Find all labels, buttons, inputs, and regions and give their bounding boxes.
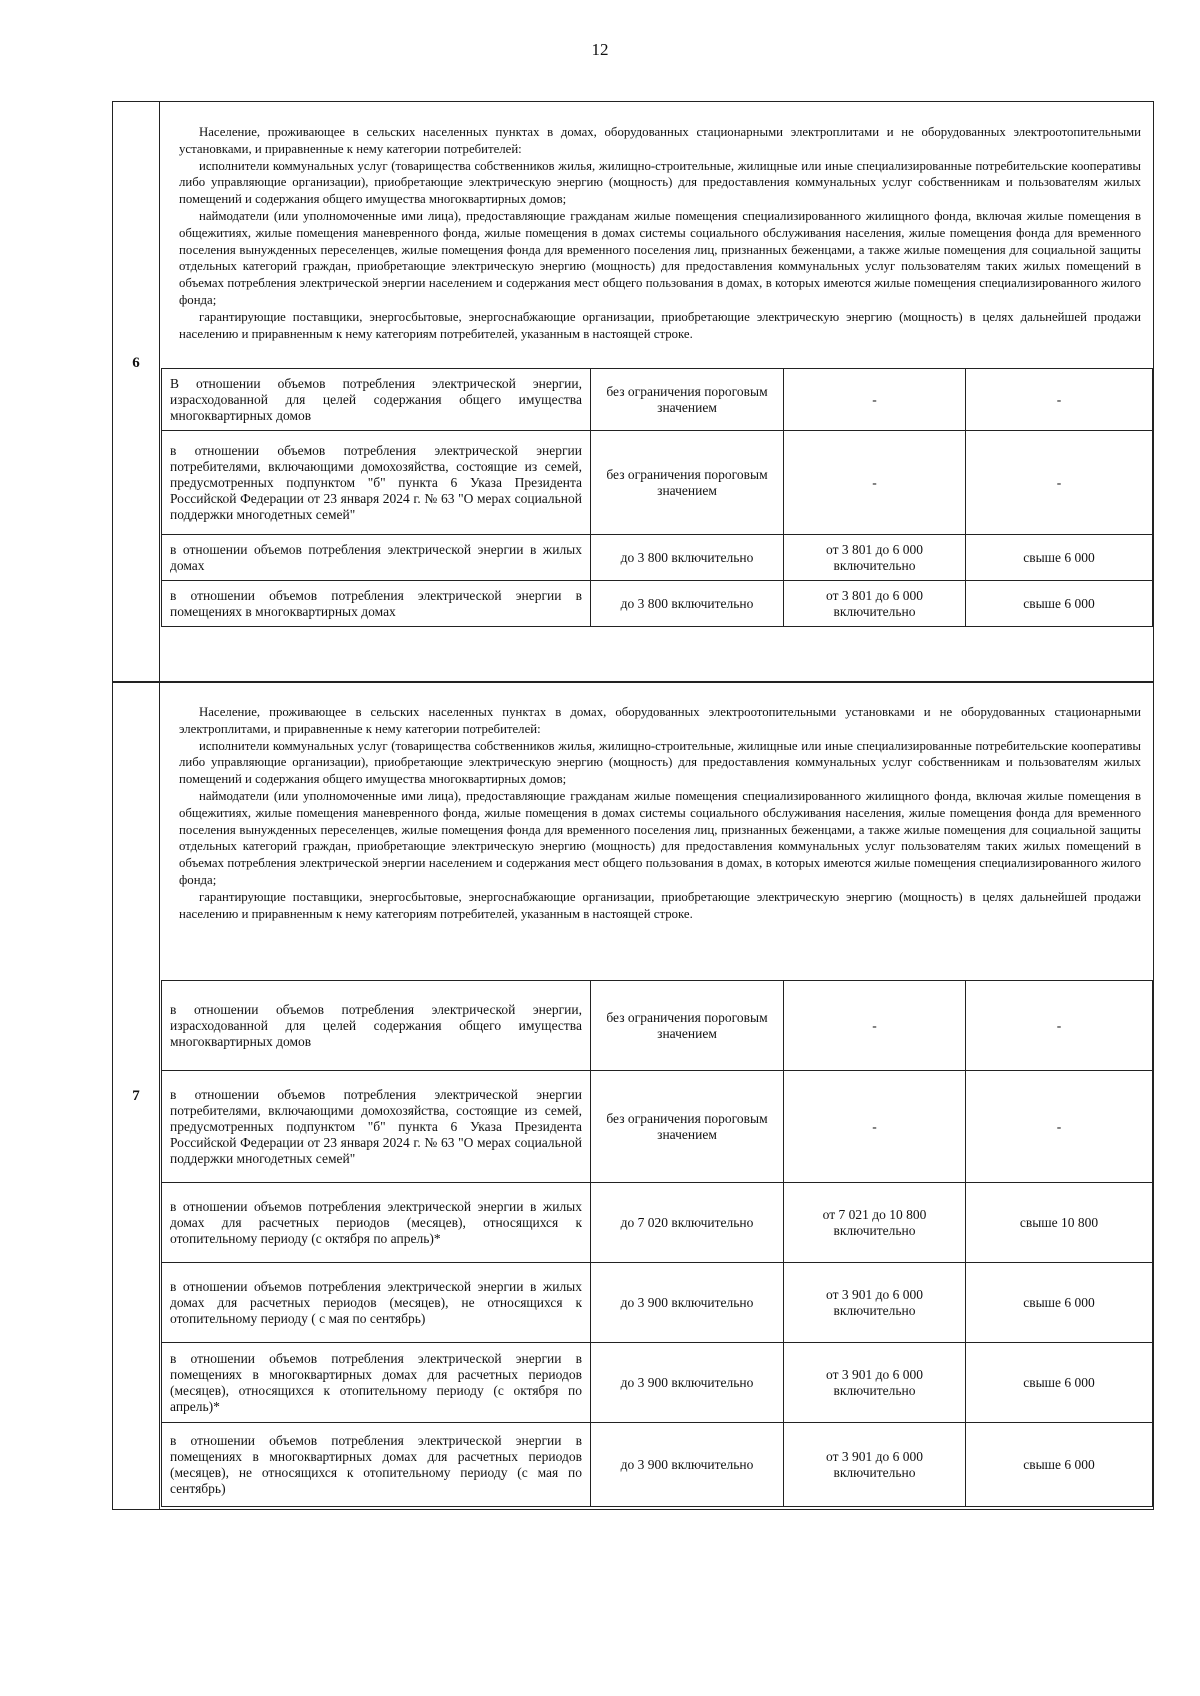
table-row (162, 1263, 1153, 1343)
tier2-cell: - (784, 369, 966, 431)
tier1-cell: без ограничения пороговым значением (591, 369, 784, 431)
consumption-tiers-table (161, 368, 1153, 627)
description-paragraph: исполнители коммунальных услуг (товарищества собственников жилья, жилищно-строительные, жилищные или иные специализированные потребительские кооперативы либо управляющие организации), приобретающие электрическую энергию (мощность) для предоставления коммунальных услуг собственникам и пользователям жилых помещений и содержания общего имущества многоквартирных домов; (179, 738, 1141, 787)
row-content (161, 682, 1153, 1509)
consumption-type-cell: в отношении объемов потребления электрической энергии потребителями, включающими домохозяйства, состоящие из семей, предусмотренных подпунктом "б" пункта 6 Указа Президента Российской Федерации от 23 января 2024 г. № 63 "О мерах социальной поддержки многодетных семей" (162, 1071, 591, 1183)
tier1-cell: до 3 900 включительно (591, 1423, 784, 1507)
tier2-cell: от 7 021 до 10 800 включительно (784, 1183, 966, 1263)
tier2-cell: - (784, 431, 966, 535)
tier1-cell: без ограничения пороговым значением (591, 981, 784, 1071)
tariff-row-7 (112, 681, 1154, 1510)
consumption-type-cell: в отношении объемов потребления электрической энергии потребителями, включающими домохозяйства, состоящие из семей, предусмотренных подпунктом "б" пункта 6 Указа Президента Российской Федерации от 23 января 2024 г. № 63 "О мерах социальной поддержки многодетных семей" (162, 431, 591, 535)
tier3-cell: - (966, 431, 1153, 535)
consumer-category-description (161, 682, 1153, 922)
tier3-cell: - (966, 369, 1153, 431)
tier1-cell: до 3 800 включительно (591, 535, 784, 581)
tier2-cell: - (784, 1071, 966, 1183)
tier2-cell: от 3 901 до 6 000 включительно (784, 1263, 966, 1343)
row-content (161, 102, 1153, 682)
tier2-cell: от 3 801 до 6 000 включительно (784, 581, 966, 627)
tier3-cell: свыше 6 000 (966, 1263, 1153, 1343)
tier1-cell: до 3 900 включительно (591, 1263, 784, 1343)
table-row (162, 1343, 1153, 1423)
description-paragraph: Население, проживающее в сельских населенных пунктах в домах, оборудованных электроотопительными установками и не оборудованных стационарными электроплитами, и приравненные к нему категории потребителей: (179, 705, 1141, 736)
tier3-cell: свыше 6 000 (966, 535, 1153, 581)
table-row (162, 535, 1153, 581)
description-paragraph: наймодатели (или уполномоченные ими лица), предоставляющие гражданам жилые помещения специализированного жилищного фонда, включая жилые помещения в общежитиях, жилые помещения маневренного фонда, жилые помещения в домах системы социального обслуживания населения, жилые помещения фонда для временного поселения вынужденных переселенцев, жилые помещения фонда для временного поселения лиц, признанных беженцами, а также жилые помещения для социальной защиты отдельных категорий граждан, приобретающие электрическую энергию (мощность) для предоставления коммунальных услуг пользователям таких жилых помещений в объемах потребления электрической энергии населением и содержания мест общего пользования в домах, в которых имеются жилые помещения специализированного жилого фонда; (179, 788, 1141, 887)
row-number: 7 (132, 1088, 140, 1104)
tier1-cell: до 7 020 включительно (591, 1183, 784, 1263)
tier2-cell: от 3 901 до 6 000 включительно (784, 1423, 966, 1507)
tier3-cell: свыше 6 000 (966, 1423, 1153, 1507)
tier2-cell: от 3 801 до 6 000 включительно (784, 535, 966, 581)
table-row (162, 431, 1153, 535)
tier2-cell: от 3 901 до 6 000 включительно (784, 1343, 966, 1423)
consumption-type-cell: в отношении объемов потребления электрической энергии в помещениях в многоквартирных домах для расчетных периодов (месяцев), не относящихся к отопительному периоду (с мая по сентябрь) (162, 1423, 591, 1507)
tier3-cell: - (966, 1071, 1153, 1183)
table-row (162, 581, 1153, 627)
tier2-cell: - (784, 981, 966, 1071)
tier1-cell: без ограничения пороговым значением (591, 431, 784, 535)
table-row (162, 1183, 1153, 1263)
table-row (162, 1423, 1153, 1507)
row-number: 6 (132, 355, 140, 371)
tier3-cell: свыше 6 000 (966, 1343, 1153, 1423)
row-number-cell (113, 102, 160, 682)
page-number: 12 (591, 40, 609, 59)
consumption-type-cell: В отношении объемов потребления электрической энергии, израсходованной для целей содержания общего имущества многоквартирных домов (162, 369, 591, 431)
description-paragraph: гарантирующие поставщики, энергосбытовые, энергоснабжающие организации, приобретающие электрическую энергию (мощность) в целях дальнейшей продажи населению и приравненным к нему категориям потребителей, указанным в настоящей строке. (179, 889, 1141, 921)
consumption-type-cell: в отношении объемов потребления электрической энергии, израсходованной для целей содержания общего имущества многоквартирных домов (162, 981, 591, 1071)
tariff-row-6 (112, 101, 1154, 683)
description-paragraph: исполнители коммунальных услуг (товарищества собственников жилья, жилищно-строительные, жилищные или иные специализированные потребительские кооперативы либо управляющие организации), приобретающие электрическую энергию (мощность) для предоставления коммунальных услуг собственникам и пользователям жилых помещений и содержания общего имущества многоквартирных домов; (179, 158, 1141, 207)
consumption-type-cell: в отношении объемов потребления электрической энергии в жилых домах (162, 535, 591, 581)
consumption-type-cell: в отношении объемов потребления электрической энергии в жилых домах для расчетных периодов (месяцев), относящихся к отопительному периоду (с октября по апрель)* (162, 1183, 591, 1263)
tier3-cell: свыше 6 000 (966, 581, 1153, 627)
consumer-category-description (161, 102, 1153, 342)
consumption-type-cell: в отношении объемов потребления электрической энергии в помещениях в многоквартирных домах (162, 581, 591, 627)
description-paragraph: гарантирующие поставщики, энергосбытовые, энергоснабжающие организации, приобретающие электрическую энергию (мощность) в целях дальнейшей продажи населению и приравненным к нему категориям потребителей, указанным в настоящей строке. (179, 309, 1141, 341)
tier1-cell: до 3 900 включительно (591, 1343, 784, 1423)
description-paragraph: Население, проживающее в сельских населенных пунктах в домах, оборудованных стационарными электроплитами и не оборудованных электроотопительными установками, и приравненные к нему категории потребителей: (179, 125, 1141, 156)
tier1-cell: без ограничения пороговым значением (591, 1071, 784, 1183)
consumption-type-cell: в отношении объемов потребления электрической энергии в помещениях в многоквартирных домах для расчетных периодов (месяцев), относящихся к отопительному периоду (с октября по апрель)* (162, 1343, 591, 1423)
description-paragraph: наймодатели (или уполномоченные ими лица), предоставляющие гражданам жилые помещения специализированного жилищного фонда, включая жилые помещения в общежитиях, жилые помещения маневренного фонда, жилые помещения в домах системы социального обслуживания населения, жилые помещения фонда для временного поселения вынужденных переселенцев, жилые помещения фонда для временного поселения лиц, признанных беженцами, а также жилые помещения для социальной защиты отдельных категорий граждан, приобретающие электрическую энергию (мощность) для предоставления коммунальных услуг пользователям таких жилых помещений в объемах потребления электрической энергии населением и содержания мест общего пользования в домах, в которых имеются жилые помещения специализированного жилого фонда; (179, 208, 1141, 307)
consumption-tiers-table (161, 980, 1153, 1507)
table-row (162, 369, 1153, 431)
tier1-cell: до 3 800 включительно (591, 581, 784, 627)
row-number-cell (113, 682, 160, 1509)
tier3-cell: свыше 10 800 (966, 1183, 1153, 1263)
tier3-cell: - (966, 981, 1153, 1071)
table-row (162, 1071, 1153, 1183)
consumption-type-cell: в отношении объемов потребления электрической энергии в жилых домах для расчетных периодов (месяцев), не относящихся к отопительному периоду ( с мая по сентябрь) (162, 1263, 591, 1343)
table-row (162, 981, 1153, 1071)
